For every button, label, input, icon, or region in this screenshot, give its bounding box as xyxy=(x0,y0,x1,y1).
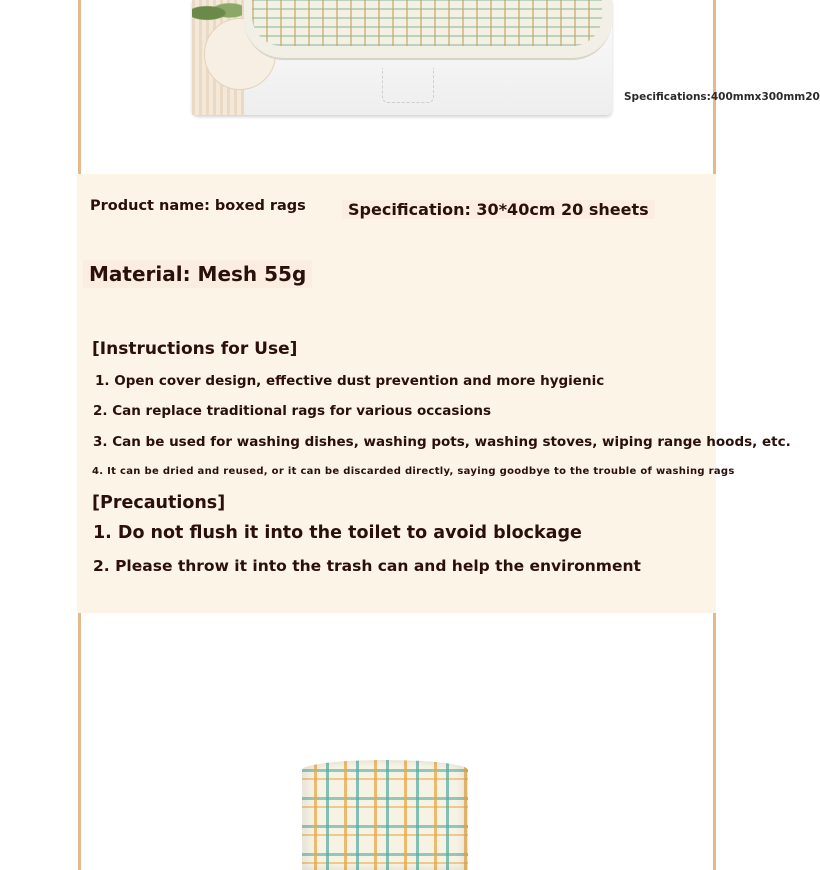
box-tab-outline xyxy=(382,68,434,103)
product-info-panel xyxy=(77,174,791,613)
product-name: Product name: boxed rags xyxy=(90,198,306,214)
product-box-image xyxy=(192,0,820,115)
material: Material: Mesh 55g xyxy=(83,260,312,288)
instruction-item: 4. It can be dried and reused, or it can be discarded directly, saying goodbye to the trouble of washing rags xyxy=(92,466,735,477)
instruction-item: 3. Can be used for washing dishes, washing pots, washing stoves, wiping range hoods, etc. xyxy=(93,434,791,450)
precaution-item: 1. Do not flush it into the toilet to avoid blockage xyxy=(93,523,582,543)
specification: Specification: 30*40cm 20 sheets xyxy=(342,200,655,219)
frame-line-left-lower xyxy=(78,613,81,870)
frame-line-right xyxy=(713,0,716,174)
frame-line-right-lower xyxy=(713,613,716,870)
frame-line-left xyxy=(78,0,81,174)
precaution-item: 2. Please throw it into the trash can and help the environment xyxy=(93,557,641,575)
instructions-heading: [Instructions for Use] xyxy=(92,339,298,359)
rag-stack xyxy=(252,0,602,46)
box-spec-label: Specifications:400mmx300mm20 xyxy=(624,91,820,103)
precautions-heading: [Precautions] xyxy=(92,493,226,513)
instruction-item: 2. Can replace traditional rags for various occasions xyxy=(93,403,491,419)
instruction-item: 1. Open cover design, effective dust prevention and more hygienic xyxy=(95,373,605,389)
rag-roll-image xyxy=(302,760,468,870)
